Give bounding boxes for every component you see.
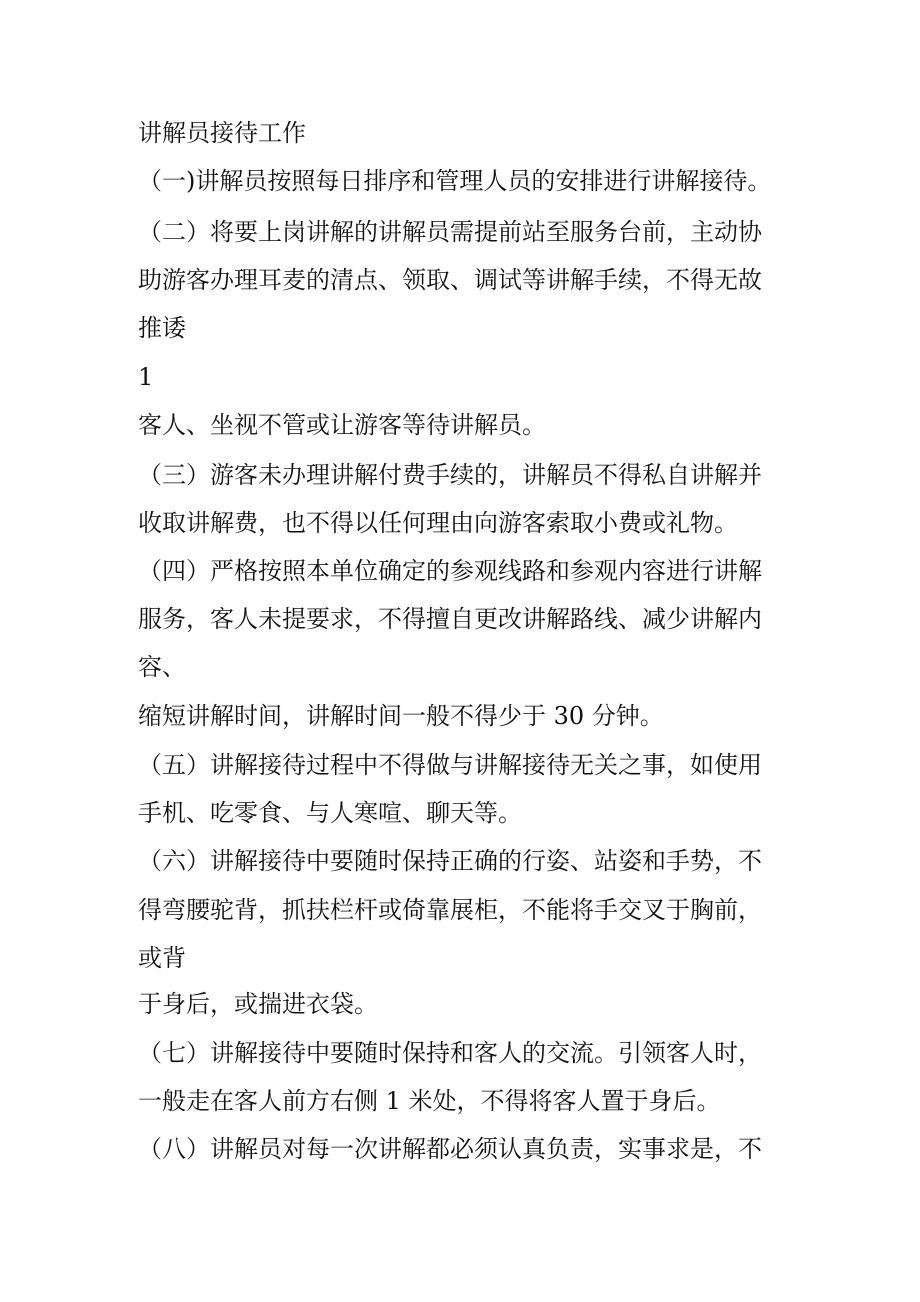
text-line: （三）游客未办理讲解付费手续的，讲解员不得私自讲解并 bbox=[138, 461, 762, 489]
text-line: （一)讲解员按照每日排序和管理人员的安排进行讲解接待。 bbox=[138, 167, 772, 195]
text-line: 得弯腰驼背，抓扶栏杆或倚靠展柜，不能将手交叉于胸前， bbox=[138, 896, 762, 924]
page-number: 1 bbox=[138, 363, 154, 391]
section-title: 讲解员接待工作 bbox=[138, 119, 306, 147]
text-line: 服务，客人未提要求，不得擅自更改讲解路线、减少讲解内 bbox=[138, 605, 762, 633]
text-line: 助游客办理耳麦的清点、领取、调试等讲解手续，不得无故 bbox=[138, 266, 762, 294]
text-line: （四）严格按照本单位确定的参观线路和参观内容进行讲解 bbox=[138, 557, 762, 585]
text-line: （五）讲解接待过程中不得做与讲解接待无关之事，如使用 bbox=[138, 751, 762, 779]
text-line: 收取讲解费，也不得以任何理由向游客索取小费或礼物。 bbox=[138, 509, 738, 537]
text-line: 客人、坐视不管或让游客等待讲解员。 bbox=[138, 411, 546, 439]
text-line: 推诿 bbox=[138, 314, 186, 342]
text-line: 或背 bbox=[138, 944, 186, 972]
text-line: （七）讲解接待中要随时保持和客人的交流。引领客人时， bbox=[138, 1039, 762, 1067]
text-line: （六）讲解接待中要随时保持正确的行姿、站姿和手势，不 bbox=[138, 847, 762, 875]
text-line: （八）讲解员对每一次讲解都必须认真负责，实事求是，不 bbox=[138, 1135, 762, 1163]
text-line: 缩短讲解时间，讲解时间一般不得少于 30 分钟。 bbox=[138, 702, 664, 730]
text-line: 容、 bbox=[138, 653, 186, 681]
text-line: 手机、吃零食、与人寒喧、聊天等。 bbox=[138, 799, 522, 827]
text-line: （二）将要上岗讲解的讲解员需提前站至服务台前，主动协 bbox=[138, 218, 762, 246]
text-line: 于身后，或揣进衣袋。 bbox=[138, 990, 378, 1018]
text-line: 一般走在客人前方右侧 1 米处，不得将客人置于身后。 bbox=[138, 1087, 721, 1115]
